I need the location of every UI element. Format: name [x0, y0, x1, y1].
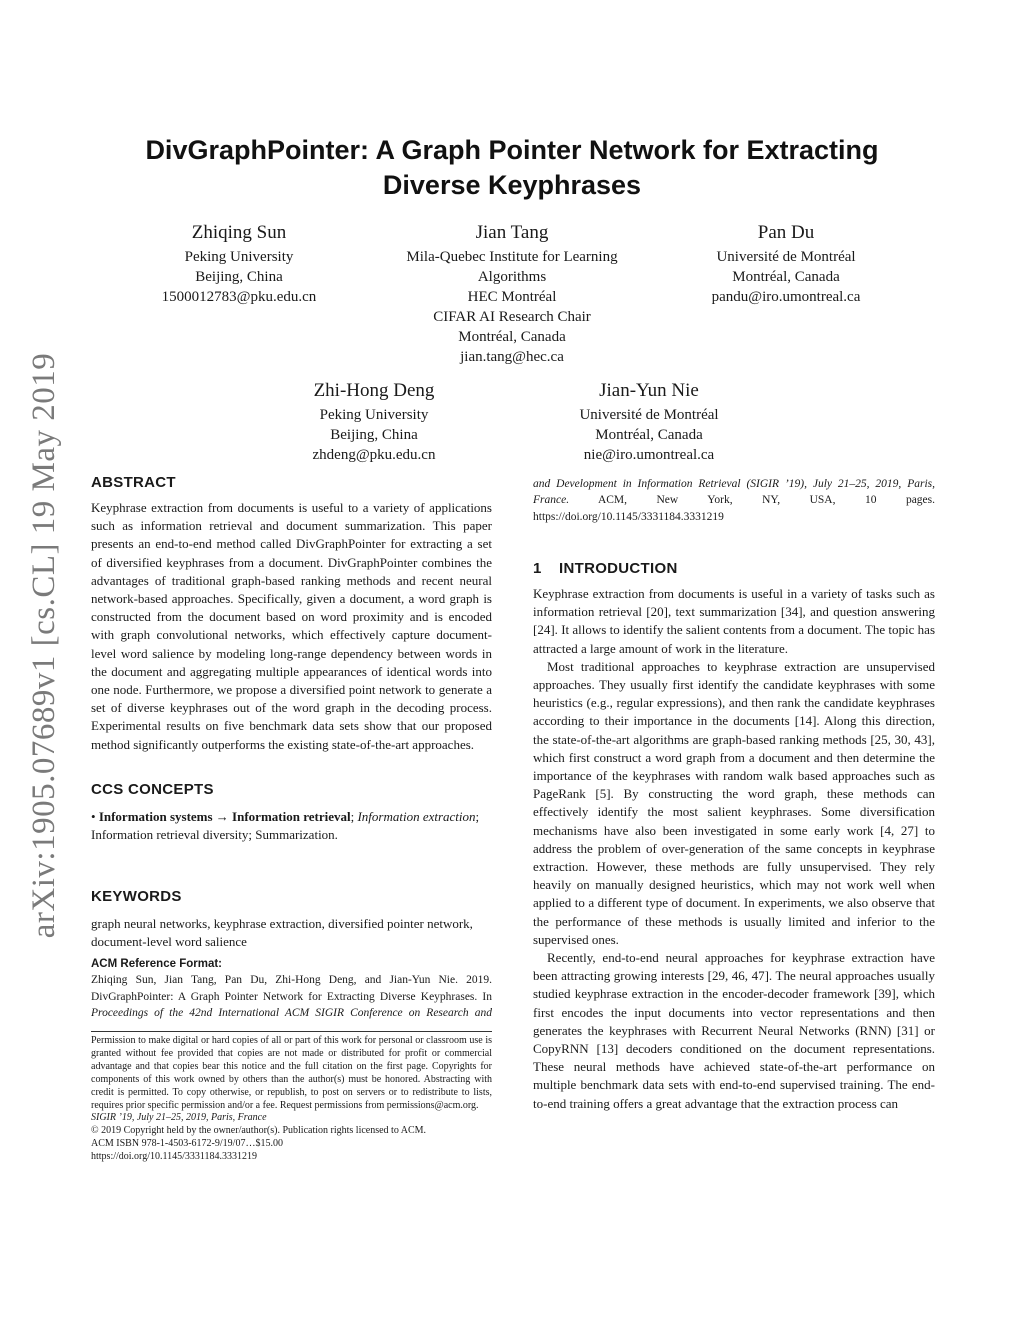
author-location: Montréal, Canada: [595, 427, 703, 443]
abstract-section: [91, 473, 492, 754]
ccs-section: [91, 780, 492, 844]
abstract-text: Keyphrase extraction from documents is useful to a variety of applications such as information retrieval and document summarization. This paper presents an end-to-end method called DivGraphPointer for extracting a set of diversified keyphrases from a document. DivGraphPointer combines the advantages of traditional graph-based ranking methods and recent neural network-based approaches. Specifically, given a document, a word graph is constructed from the document based on word proximity and is encoded with graph convolutional networks, which effectively capture document-level word salience by modeling long-range dependency between words in the document and aggregating multiple appearances of identical words into one node. Furthermore, we propose a diversified point network to generate a set of diverse keyphrases out of the word graph in the decoding process. Experimental results on five benchmark data sets show that our proposed method significantly outperforms the existing state-of-the-art approaches.: [91, 500, 492, 752]
intro-paragraph-2: Most traditional approaches to keyphrase extraction are unsupervised approaches. They usually first identify the candidate keyphrases with some heuristics (e.g., regular expressions), and then rank the candidate keyphrases according to their importance in the documents [14]. Along this direction, the state-of-the-art algorithms are graph-based ranking methods [25, 30, 43], which first construct a word graph from a document and then determine the importance of the keyphrases with random walk based approaches such as PageRank [5]. By constructing the word graph, these methods can effectively identify the most salient keyphrases. Some diversification mechanisms have also been investigated in some early work [4, 27] to address the problem of over-generation of the same concepts in keyphrase extraction. However, these methods are fully unsupervised. They rely heavily on manually designed heuristics, which may not work well when applied to a different type of document. In experiments, we also observe that the performance of these methods is usually limited and inferior to the supervised ones.: [533, 658, 935, 947]
ccs-bold-concept: Information systems → Information retrieval: [98, 809, 351, 824]
author-location: Montréal, Canada: [458, 329, 566, 345]
author-affiliation: Université de Montréal: [716, 249, 856, 265]
author-name: Zhi-Hong Deng: [313, 380, 435, 401]
footnote-venue: [91, 1112, 492, 1125]
copyright-line: © 2019 Copyright held by the owner/author(s). Publication rights licensed to ACM.: [91, 1125, 427, 1137]
author-block-5: [549, 379, 749, 465]
author-name: Pan Du: [757, 222, 815, 243]
section-number: 1: [533, 560, 542, 577]
doi-line: https://doi.org/10.1145/3331184.3331219: [91, 1151, 258, 1163]
author-affiliation: Algorithms: [477, 269, 547, 285]
intro-paragraph-1: Keyphrase extraction from documents is useful in a variety of tasks such as information retrieval [20], text summarization [34], and question answering [24]. It allows to identify the salient contents from a document. The topic has attracted a large amount of work in the literature.: [533, 586, 935, 656]
author-affiliation: Université de Montréal: [579, 407, 719, 423]
author-affiliation: Peking University: [319, 407, 429, 423]
acm-reference-continued: [533, 476, 935, 528]
author-affiliation: Mila-Quebec Institute for Learning: [406, 249, 618, 265]
permission-text: Permission to make digital or hard copies of all or part of this work for personal or classroom use is granted without fee provided that copies are not made or distributed for profit or commercial advantage and that copies bear this notice and the full citation on the first page. Copyrights for components of this work owned by others than the author(s) must be honored. Abstracting with credit is permitted. To copy otherwise, or republish, to post on servers or to redistribute to lists, requires prior specific permission and/or a fee. Request permissions from permissions@acm.org.: [91, 1035, 492, 1111]
arxiv-identifier: arXiv:1905.07689v1 [cs.CL] 19 May 2019: [26, 352, 63, 938]
acm-reference-body: Zhiqing Sun, Jian Tang, Pan Du, Zhi-Hong Deng, and Jian-Yun Nie. 2019. DivGraphPointer: A Graph Pointer Network for Extracting Diverse Keyphrases. In: [91, 974, 492, 1003]
author-name: Jian-Yun Nie: [599, 380, 699, 401]
author-location: Beijing, China: [330, 427, 418, 443]
author-location: Montréal, Canada: [732, 269, 840, 285]
author-block-2: [382, 221, 642, 367]
author-block-4: [274, 379, 474, 465]
abstract-heading: ABSTRACT: [91, 474, 176, 491]
acm-reference-heading: ACM Reference Format:: [91, 958, 222, 970]
acm-reference-continued-text: and Development in Information Retrieval (SIGIR ’19), July 21–25, 2019, Paris, France. ACM, New York, NY, USA, 10 pages. https://doi.org/10.1145/3331184.3331219: [533, 478, 935, 523]
title-line-1: DivGraphPointer: A Graph Pointer Network for Extracting: [145, 135, 879, 165]
ccs-text: [91, 808, 492, 844]
intro-paragraph-3: Recently, end-to-end neural approaches for keyphrase extraction have been attracting growing interests [29, 46, 47]. The neural approaches usually studied keyphrase extraction in the encoder-decoder framework [39], which first encodes the input documents into vector representations and then generates the keyphrases with Recurrent Neural Networks (RNN) [31] or CopyRNN [13] decoders conditioned on the document representations. These neural methods have achieved state-of-the-art performance on multiple benchmark data sets with end-to-end supervised training. The end-to-end training offers a great advantage that the extraction process can: [533, 950, 935, 1111]
author-email: nie@iro.umontreal.ca: [583, 447, 715, 463]
introduction-section: [533, 559, 935, 1113]
paper-title: [100, 133, 924, 203]
acm-reference: [91, 956, 492, 1022]
title-line-2: Diverse Keyphrases: [382, 170, 642, 200]
permission-footnote: [91, 1035, 492, 1164]
author-affiliation: Peking University: [184, 249, 294, 265]
ccs-bullet: •: [91, 809, 96, 824]
keywords-text: graph neural networks, keyphrase extraction, diversified pointer network, document-level word salience: [91, 916, 473, 950]
ccs-separator: ;: [350, 809, 358, 824]
author-block-1: [139, 221, 339, 307]
ccs-italic-concept: Information extraction: [357, 809, 476, 824]
acm-reference-venue: Proceedings of the 42nd International ACM SIGIR Conference on Research and: [91, 1007, 492, 1020]
ccs-heading: CCS CONCEPTS: [91, 781, 214, 798]
author-affiliation: CIFAR AI Research Chair: [433, 309, 591, 325]
introduction-heading: [533, 559, 935, 579]
author-email: 1500012783@pku.edu.cn: [161, 289, 317, 305]
venue-line: SIGIR ’19, July 21–25, 2019, Paris, France: [91, 1112, 267, 1124]
author-name: Jian Tang: [475, 222, 549, 243]
author-block-3: [686, 221, 886, 307]
acm-reference-venue-cont: and Development in Information Retrieval (SIGIR ’19), July 21–25, 2019, Paris, France.: [533, 478, 935, 507]
ccs-rest: ; Information retrieval diversity; Summarization.: [91, 809, 480, 843]
isbn-line: ACM ISBN 978-1-4503-6172-9/19/07…$15.00: [91, 1138, 283, 1150]
author-affiliation: HEC Montréal: [467, 289, 557, 305]
author-email: zhdeng@pku.edu.cn: [312, 447, 436, 463]
author-name: Zhiqing Sun: [191, 222, 287, 243]
arxiv-side-stamp: [20, 345, 70, 945]
author-email: pandu@iro.umontreal.ca: [711, 289, 861, 305]
section-title: INTRODUCTION: [559, 560, 678, 577]
keywords-heading: KEYWORDS: [91, 888, 182, 905]
footnote-rule: [91, 1031, 492, 1032]
keywords-section: [91, 887, 492, 951]
author-email: jian.tang@hec.ca: [460, 349, 564, 365]
author-location: Beijing, China: [195, 269, 283, 285]
acm-reference-text: [91, 972, 492, 1022]
